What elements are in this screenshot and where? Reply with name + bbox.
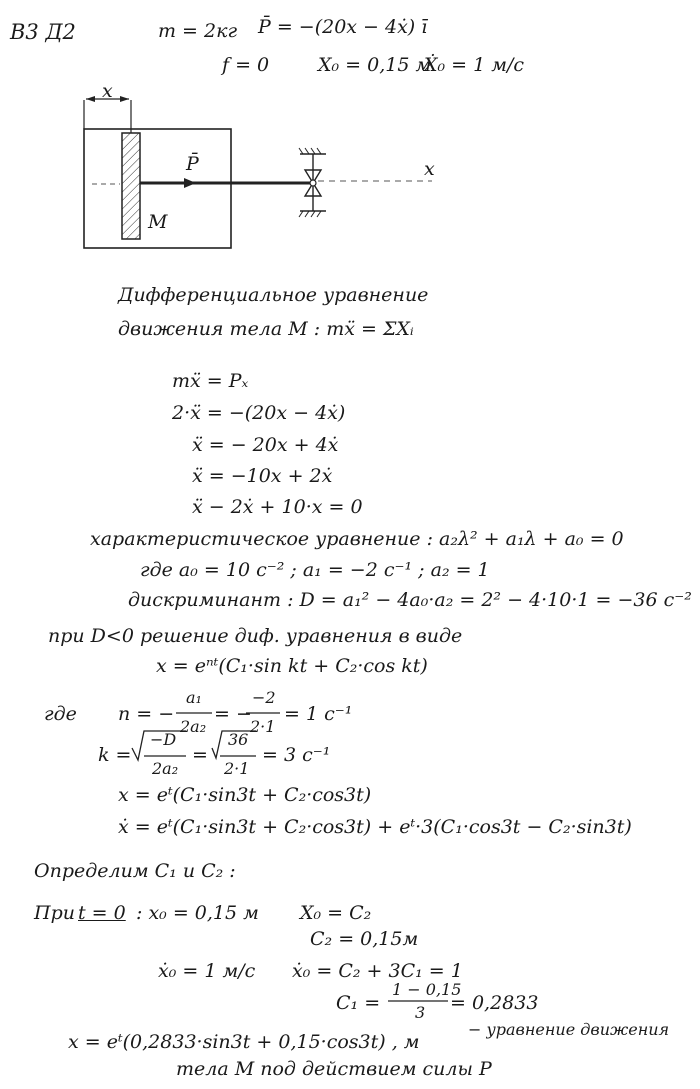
- mass-value: m = 2кг: [158, 20, 238, 42]
- n-eq: n = −: [118, 703, 175, 725]
- at-t0: t = 0: [78, 902, 126, 924]
- solution-line-1: при D<0 решение диф. уравнения в виде: [48, 625, 463, 647]
- k-frac1-den: 2a₂: [152, 759, 179, 778]
- step-5: ẍ − 2ẋ + 10·x = 0: [192, 496, 363, 518]
- c1-label: C₁ =: [336, 992, 381, 1014]
- x0-equals-c2: X₀ = C₂: [300, 902, 372, 924]
- n-frac2-num: −2: [252, 688, 276, 707]
- step-2: 2·ẍ = −(20x − 4ẋ): [172, 402, 346, 424]
- k-eq: k =: [98, 744, 132, 766]
- k-frac2-den: 2·1: [224, 759, 250, 778]
- v0-equation: ẋ₀ = C₂ + 3C₁ = 1: [292, 960, 463, 982]
- k-frac1-num: −D: [150, 730, 177, 749]
- at-x0: : x₀ = 0,15 м: [136, 902, 259, 924]
- at-label: При: [34, 902, 75, 924]
- c2-value: C₂ = 0,15м: [310, 928, 419, 950]
- k-frac2-num: 36: [228, 730, 249, 749]
- constants-title: Определим C₁ и C₂ :: [34, 860, 236, 882]
- discriminant-line: дискриминант : D = a₁² − 4a₀·a₂ = 2² − 4·10·1 = −36 с⁻²: [128, 589, 692, 611]
- c1-result: = 0,2833: [450, 992, 539, 1014]
- body-label: M: [148, 211, 168, 233]
- diff-eq-title-1: Дифференциальное уравнение: [118, 284, 429, 306]
- initial-position: X₀ = 0,15 м: [318, 54, 432, 76]
- force-label: P̄: [186, 153, 199, 175]
- n-frac1-num: a₁: [186, 688, 202, 707]
- x-general: x = eᵗ(C₁·sin3t + C₂·cos3t): [118, 784, 372, 806]
- n-frac2-den: 2·1: [250, 717, 276, 736]
- characteristic-line-2: где a₀ = 10 с⁻² ; a₁ = −2 с⁻¹ ; a₂ = 1: [140, 559, 490, 581]
- v0-left: ẋ₀ = 1 м/с: [158, 960, 256, 982]
- where-label: где: [44, 703, 77, 725]
- axis-label: x: [424, 158, 435, 180]
- diff-eq-title-2: движения тела М : mẍ = ΣXᵢ: [118, 318, 414, 340]
- k-result: = 3 с⁻¹: [262, 744, 331, 766]
- initial-velocity: Ẋ₀ = 1 м/с: [424, 54, 525, 76]
- force-expression: P̄ = −(20x − 4ẋ) ī: [258, 16, 428, 38]
- solution-form: x = eⁿᵗ(C₁·sin kt + C₂·cos kt): [156, 655, 428, 677]
- step-1: mẍ = Pₓ: [172, 370, 249, 392]
- n-mid: = −: [214, 703, 252, 725]
- variant-label: В3 Д2: [10, 20, 76, 44]
- step-3: ẍ = − 20x + 4ẋ: [192, 434, 339, 456]
- characteristic-line-1: характеристическое уравнение : a₂λ² + a₁λ + a₀ = 0: [90, 528, 624, 550]
- final-tail: − уравнение движения: [468, 1020, 670, 1039]
- step-4: ẍ = −10x + 2ẋ: [192, 465, 333, 487]
- x-dimension-label: x: [102, 80, 113, 102]
- final-line-2: тела М под действием силы P: [176, 1058, 492, 1080]
- final-equation: x = eᵗ(0,2833·sin3t + 0,15·cos3t) , м: [68, 1031, 420, 1053]
- n-result: = 1 с⁻¹: [284, 703, 353, 725]
- n-frac1-den: 2a₂: [180, 717, 207, 736]
- k-mid: =: [192, 744, 208, 766]
- friction-value: f = 0: [222, 54, 270, 76]
- xdot-general: ẋ = eᵗ(C₁·sin3t + C₂·cos3t) + eᵗ·3(C₁·cos3t − C₂·sin3t): [118, 816, 632, 838]
- c1-numerator: 1 − 0,15: [392, 980, 462, 999]
- c1-denominator: 3: [415, 1003, 426, 1022]
